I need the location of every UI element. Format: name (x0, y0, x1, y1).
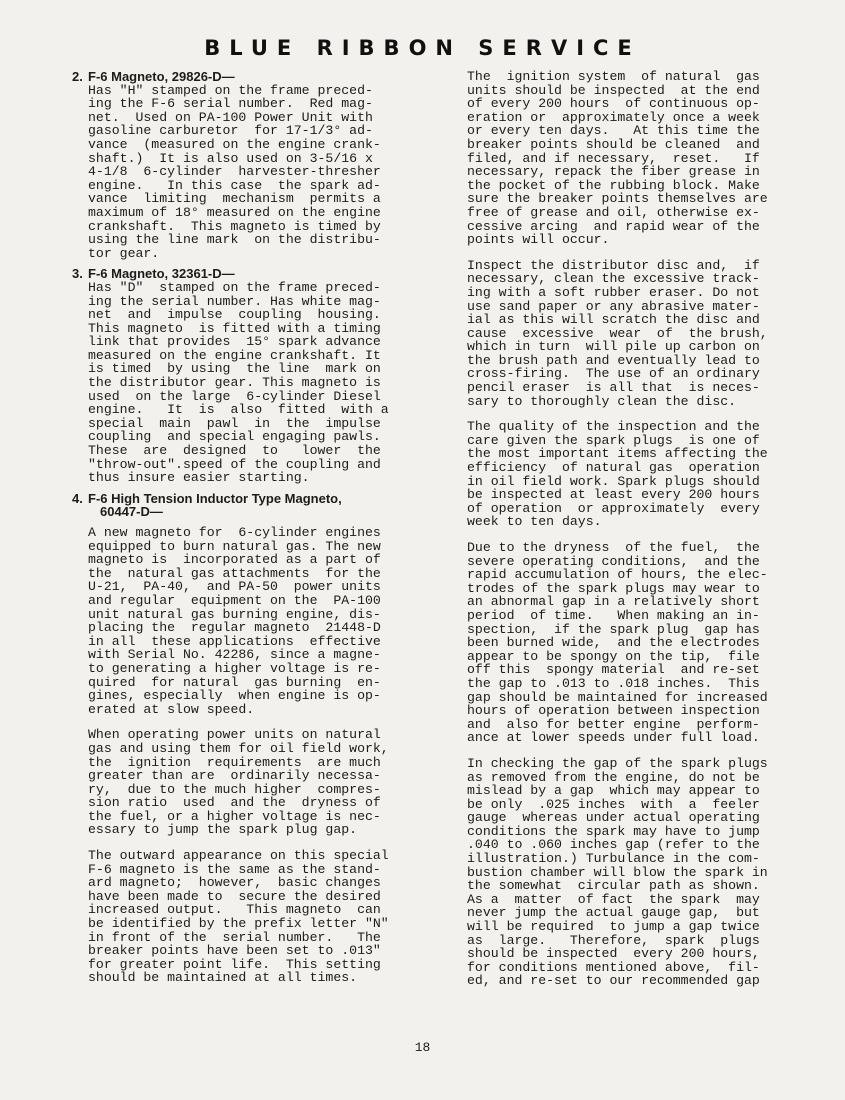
paragraph: In checking the gap of the spark plugs as removed from the engine, do not be mislead by a gap which may appear to be only .025 inches with a feeler gauge whereas under actual operating conditions the spark may have to jump .040 to .060 inches gap (refer to the illustration.) Turbulance in the com- bustion chamber will blow the spark in the somewhat circular path as shown. As a matter of fact the spark may never jump the actual gauge gap, but will be required to jump a gap twice as large. Therefore, spark plugs should be inspected every 200 hours, for conditions mentioned above, fil- ed, and re-set to our recommended gap (467, 755, 768, 989)
item-title-text: F-6 High Tension Inductor Type Magneto, (88, 490, 342, 506)
item-2 (72, 69, 406, 261)
paragraph: Due to the dryness of the fuel, the severe operating conditions, and the rapid accumulation of hours, the elec- trodes of the spark plugs may wear to an abnormal gap in a relatively short period of time. When making an in- spection, if the spark plug gap has been burned wide, and the electrodes appear to be spongy on the tip, file off this spongy material and re-set the gap to .013 to .018 inches. This gap should be maintained for increased hours of operation between inspection and also for better engine perform- ance at lower speeds under full load. (467, 540, 768, 746)
paragraph: A new magneto for 6-cylinder engines equipped to burn natural gas. The new magneto is incorporated as a part of the natural gas attachments for the U-21, PA-40, and PA-50 power units and regular equipment on the PA-100 unit natural gas burning engine, dis- placing the regular magneto 21448-D in all these applications effective with Serial No. 42286, since a magne- to generating a higher voltage is re- quired for natural gas burning en- gines, especially when engine is op- erated at slow speed. (88, 525, 381, 717)
page-number: 18 (414, 1040, 431, 1055)
item-title-text: F-6 Magneto, 29826-D— (88, 69, 235, 84)
item-number: 3. (72, 266, 83, 282)
item-title (72, 490, 406, 506)
item-body: Has "H" stamped on the frame preced- ing the F-6 serial number. Red mag- net. Used on PA-100 Power Unit with gasoline carburetor for 17-1/3° ad- vance (measured on the engine crank- shaft.) It is also used on 3-5/16 x 4-1/8 6-cylinder harvester-thresher engine. In this case the spark ad- vance limiting mechanism permits a maximum of 18° measured on the engine crankshaft. This magneto is timed by using the line mark on the distribu- tor gear. (88, 82, 381, 261)
page-header: BLUE RIBBON SERVICE (204, 36, 641, 60)
item-3 (72, 266, 406, 486)
paragraph: The quality of the inspection and the care given the spark plugs is one of the most important items affecting the efficiency of natural gas operation in oil field work. Spark plugs should be inspected at least every 200 hours of operation or approximately every week to ten days. (467, 419, 768, 530)
paragraph: When operating power units on natural gas and using them for oil field work, the ignition requirements are much greater than are ordinarily necessa- ry, due to the much higher compres- sion ratio used and the dryness of the fuel, or a higher voltage is nec- essary to jump the spark plug gap. (88, 727, 389, 838)
item-number: 2. (72, 69, 83, 84)
paragraph: The ignition system of natural gas units should be inspected at the end of every 200 hours of continuous op- eration or approximately once a week or every ten days. At this time the breaker points should be cleaned and filed, and if necessary, reset. If necessary, repack the fiber grease in the pocket of the rubbing block. Make sure the breaker points themselves are free of grease and oil, otherwise ex- cessive arcing and rapid wear of the points will occur. (467, 69, 768, 248)
left-column (72, 69, 406, 997)
item-title (72, 266, 406, 282)
paragraph: Inspect the distributor disc and, if necessary, clean the excessive track- ing with a soft rubber eraser. Do not use sand paper or any abrasive mater- ial as this will scratch the disc and cause excessive wear of the brush, which in turn will pile up carbon on the brush path and eventually lead to cross-firing. The use of an ordinary pencil eraser is all that is neces- sary to thoroughly clean the disc. (467, 257, 768, 409)
item-4 (72, 490, 406, 520)
paragraph: The outward appearance on this special F-6 magneto is the same as the stand- ard magneto; however, basic changes have been made to secure the desired increased output. This magneto can be identified by the prefix letter "N" in front of the serial number. The breaker points have been set to .013" for greater point life. This setting should be maintained at all times. (88, 848, 389, 986)
item-title-continuation: 60447-D— (100, 504, 163, 520)
item-body: Has "D" stamped on the frame preced- ing the serial number. Has white mag- net and impulse coupling housing. This magneto is fitted with a timing link that provides 15° spark advance measured on the engine crankshaft. It is timed by using the line mark on the distributor gear. This magneto is used on the large 6-cylinder Diesel engine. It is also fitted with a special main pawl in the impulse coupling and special engaging pawls. These are designed to lower the "throw-out".speed of the coupling and thus insure easier starting. (88, 279, 389, 486)
item-number: 4. (72, 490, 83, 506)
item-title-text: F-6 Magneto, 32361-D— (88, 266, 235, 282)
right-column (467, 70, 785, 1000)
item-title (72, 69, 406, 84)
